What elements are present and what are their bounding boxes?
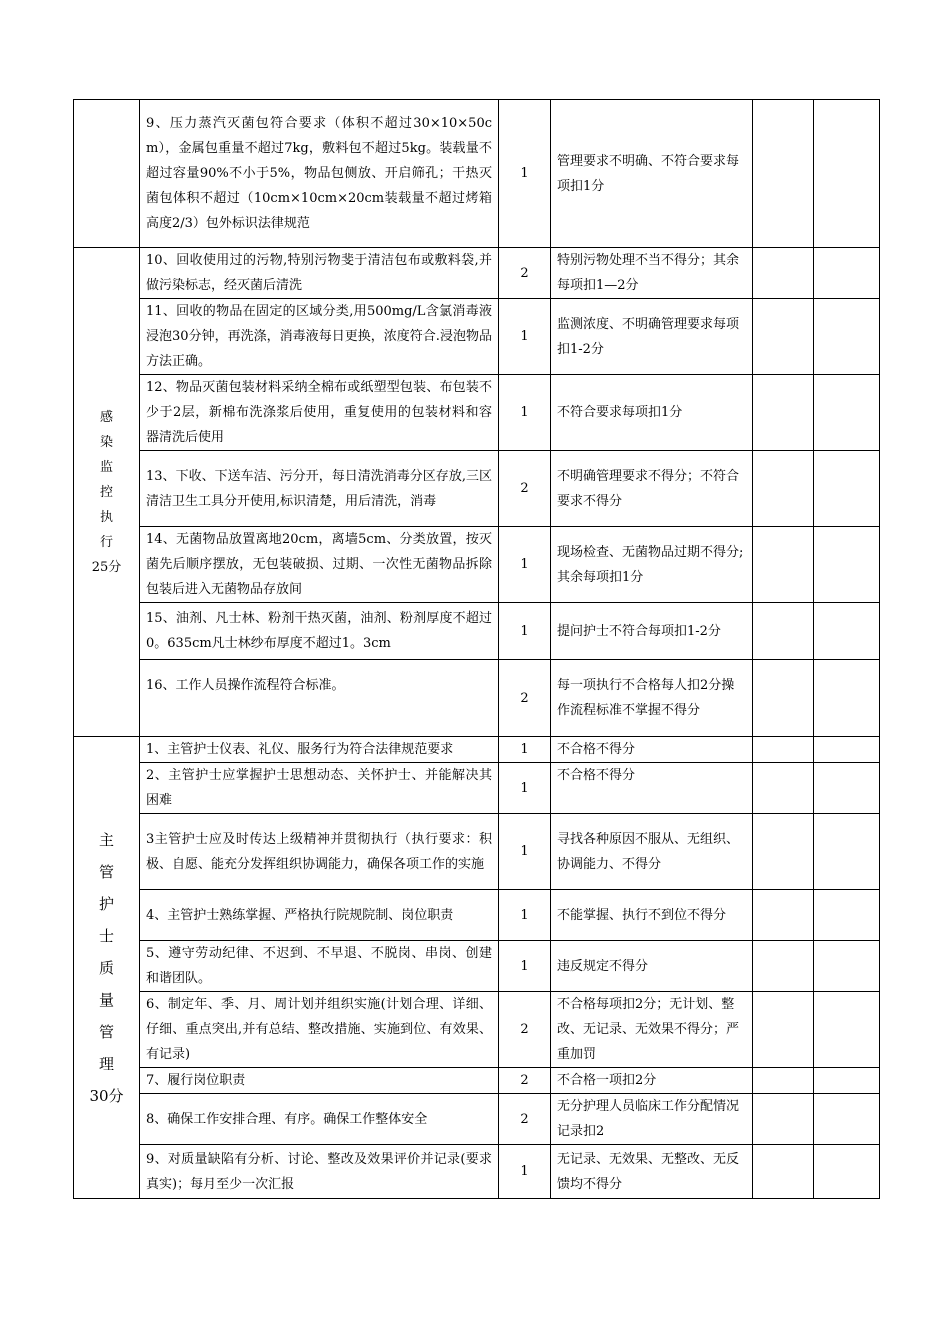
item-score: 1 [499, 100, 551, 248]
remark-cell [814, 603, 880, 660]
self-check-cell [753, 890, 814, 941]
self-check-cell [753, 527, 814, 603]
remark-cell [814, 941, 880, 992]
item-deduction: 不符合要求每项扣1分 [551, 375, 753, 451]
item-deduction: 现场检查、无菌物品过期不得分;其余每项扣1分 [551, 527, 753, 603]
item-score: 1 [499, 890, 551, 941]
self-check-cell [753, 941, 814, 992]
table-row [74, 1068, 880, 1094]
remark-cell [814, 890, 880, 941]
category-infection-control [74, 248, 140, 737]
remark-cell [814, 527, 880, 603]
item-content: 16、工作人员操作流程符合标准。 [140, 660, 499, 737]
category-char: 行 [99, 534, 113, 550]
remark-cell [814, 100, 880, 248]
item-content: 6、制定年、季、月、周计划并组织实施(计划合理、详细、仔细、重点突出,并有总结、整改措施、实施到位、有效果、有记录) [140, 992, 499, 1068]
item-content: 7、履行岗位职责 [140, 1068, 499, 1094]
item-score: 1 [499, 941, 551, 992]
remark-cell [814, 992, 880, 1068]
category-char: 感 [99, 409, 113, 425]
category-char: 管 [98, 1022, 114, 1041]
item-content: 9、对质量缺陷有分析、讨论、整改及效果评价并记录(要求真实)；每月至少一次汇报 [140, 1145, 499, 1199]
item-deduction: 管理要求不明确、不符合要求每项扣1分 [551, 100, 753, 248]
evaluation-table [73, 99, 880, 1199]
remark-cell [814, 737, 880, 763]
table-row [74, 737, 880, 763]
table-row [74, 763, 880, 814]
item-content: 2、主管护士应掌握护士思想动态、关怀护士、并能解决其困难 [140, 763, 499, 814]
self-check-cell [753, 451, 814, 527]
table-row [74, 451, 880, 527]
item-content: 14、无菌物品放置离地20cm，离墙5cm、分类放置，按灭菌先后顺序摆放，无包装破损、过期、一次性无菌物品拆除包装后进入无菌物品存放间 [140, 527, 499, 603]
remark-cell [814, 1068, 880, 1094]
item-score: 2 [499, 451, 551, 527]
table-row [74, 375, 880, 451]
category-char: 染 [99, 434, 113, 450]
table-row [74, 100, 880, 248]
item-deduction: 无记录、无效果、无整改、无反馈均不得分 [551, 1145, 753, 1199]
item-score: 1 [499, 375, 551, 451]
category-char: 士 [98, 926, 114, 945]
table-row [74, 603, 880, 660]
category-char: 量 [98, 990, 114, 1009]
category-score: 25分 [91, 559, 122, 575]
item-content: 11、回收的物品在固定的区域分类,用500mg/L含氯消毒液浸泡30分钟，再洗涤，消毒液每日更换，浓度符合.浸泡物品方法正确。 [140, 299, 499, 375]
self-check-cell [753, 100, 814, 248]
item-content: 10、回收使用过的污物,特别污物斐于清洁包布或敷料袋,并做污染标志，经灭菌后清洗 [140, 248, 499, 299]
category-char: 主 [98, 830, 114, 849]
item-score: 1 [499, 763, 551, 814]
item-content: 8、确保工作安排合理、有序。确保工作整体安全 [140, 1094, 499, 1145]
table-row [74, 814, 880, 890]
item-score: 1 [499, 603, 551, 660]
item-score: 1 [499, 299, 551, 375]
item-content: 4、主管护士熟练掌握、严格执行院规院制、岗位职责 [140, 890, 499, 941]
category-head-nurse-quality [74, 737, 140, 1199]
table-row [74, 941, 880, 992]
remark-cell [814, 763, 880, 814]
item-deduction: 提问护士不符合每项扣1-2分 [551, 603, 753, 660]
item-deduction: 违反规定不得分 [551, 941, 753, 992]
item-score: 2 [499, 660, 551, 737]
item-score: 2 [499, 248, 551, 299]
table-row [74, 1094, 880, 1145]
remark-cell [814, 451, 880, 527]
table-row [74, 1145, 880, 1199]
item-deduction: 寻找各种原因不服从、无组织、协调能力、不得分 [551, 814, 753, 890]
item-deduction: 不合格不得分 [551, 763, 753, 814]
category-char: 监 [99, 459, 113, 475]
item-deduction: 特别污物处理不当不得分；其余每项扣1—2分 [551, 248, 753, 299]
category-char: 管 [98, 862, 114, 881]
table-row [74, 890, 880, 941]
table-row [74, 248, 880, 299]
item-deduction: 不合格一项扣2分 [551, 1068, 753, 1094]
self-check-cell [753, 299, 814, 375]
item-deduction: 不能掌握、执行不到位不得分 [551, 890, 753, 941]
self-check-cell [753, 660, 814, 737]
item-content: 12、物品灭菌包装材料采纳全棉布或纸塑型包装、布包装不少于2层，新棉布洗涤浆后使用，重复使用的包装材料和容器清洗后使用 [140, 375, 499, 451]
remark-cell [814, 1145, 880, 1199]
category-char: 理 [98, 1054, 114, 1073]
item-deduction: 无分护理人员临床工作分配情况记录扣2 [551, 1094, 753, 1145]
item-score: 2 [499, 1068, 551, 1094]
item-deduction: 不明确管理要求不得分；不符合要求不得分 [551, 451, 753, 527]
item-content: 13、下收、下送车洁、污分开，每日清洗消毒分区存放,三区清洁卫生工具分开使用,标识清楚，用后清洗，消毒 [140, 451, 499, 527]
item-content: 1、主管护士仪表、礼仪、服务行为符合法律规范要求 [140, 737, 499, 763]
item-score: 1 [499, 527, 551, 603]
item-content: 9、压力蒸汽灭菌包符合要求（体积不超过30×10×50cm），金属包重量不超过7kg，敷料包不超过5kg。装载量不超过容量90%不小于5%，物品包侧放、开启筛孔；干热灭菌包体积不超过（10cm×10cm×20cm装载量不超过烤箱高度2/3）包外标识法律规范 [140, 100, 499, 248]
self-check-cell [753, 763, 814, 814]
category-char: 质 [98, 958, 114, 977]
remark-cell [814, 660, 880, 737]
item-deduction: 每一项执行不合格每人扣2分操作流程标准不掌握不得分 [551, 660, 753, 737]
item-score: 1 [499, 814, 551, 890]
remark-cell [814, 1094, 880, 1145]
category-char: 执 [99, 509, 113, 525]
item-content: 3主管护士应及时传达上级精神并贯彻执行（执行要求：积极、自愿、能充分发挥组织协调能力，确保各项工作的实施 [140, 814, 499, 890]
category-char: 护 [98, 894, 114, 913]
table-row [74, 660, 880, 737]
table-row [74, 992, 880, 1068]
item-deduction: 不合格每项扣2分；无计划、整改、无记录、无效果不得分；严重加罚 [551, 992, 753, 1068]
item-score: 1 [499, 1145, 551, 1199]
item-score: 2 [499, 992, 551, 1068]
table-row [74, 299, 880, 375]
remark-cell [814, 248, 880, 299]
category-char: 控 [99, 484, 113, 500]
table-row [74, 527, 880, 603]
category-cell-empty [74, 100, 140, 248]
item-content: 15、油剂、凡士林、粉剂干热灭菌，油剂、粉剂厚度不超过0。635cm凡士林纱布厚度不超过1。3cm [140, 603, 499, 660]
self-check-cell [753, 1145, 814, 1199]
category-score: 30分 [89, 1086, 124, 1105]
remark-cell [814, 375, 880, 451]
remark-cell [814, 299, 880, 375]
item-score: 2 [499, 1094, 551, 1145]
item-deduction: 不合格不得分 [551, 737, 753, 763]
self-check-cell [753, 375, 814, 451]
self-check-cell [753, 1094, 814, 1145]
self-check-cell [753, 603, 814, 660]
self-check-cell [753, 992, 814, 1068]
self-check-cell [753, 737, 814, 763]
item-score: 1 [499, 737, 551, 763]
item-content: 5、遵守劳动纪律、不迟到、不早退、不脱岗、串岗、创建和谐团队。 [140, 941, 499, 992]
self-check-cell [753, 1068, 814, 1094]
self-check-cell [753, 814, 814, 890]
item-deduction: 监测浓度、不明确管理要求每项扣1-2分 [551, 299, 753, 375]
remark-cell [814, 814, 880, 890]
self-check-cell [753, 248, 814, 299]
